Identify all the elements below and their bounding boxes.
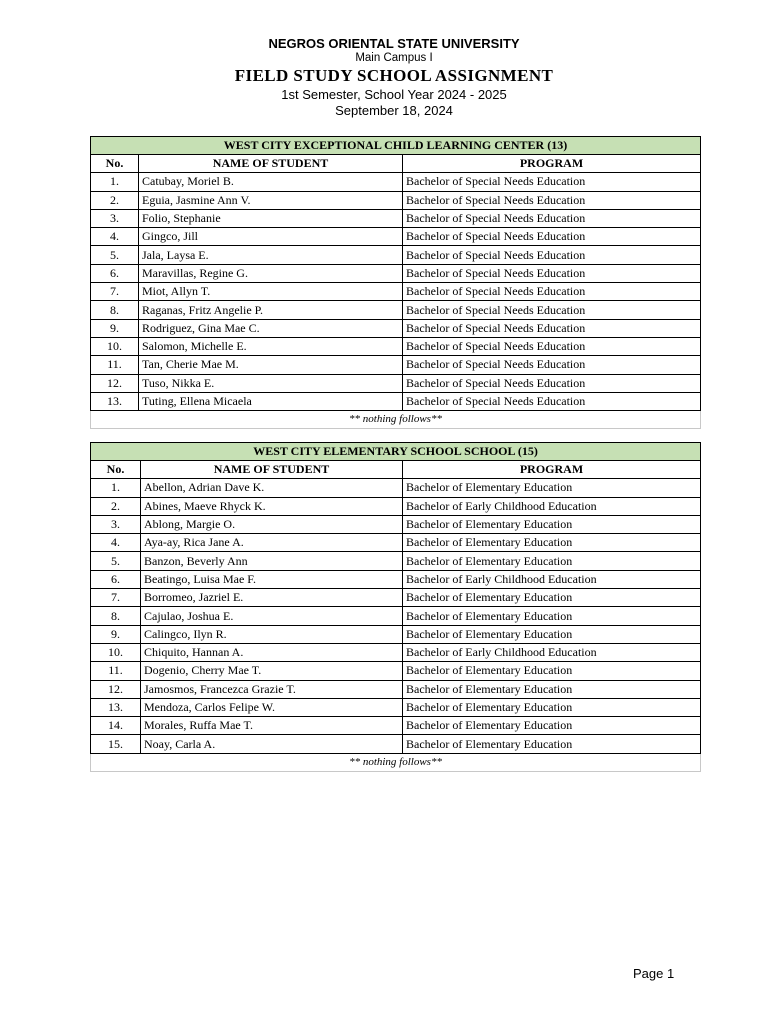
student-number: 1. [91, 479, 141, 497]
column-header-program: PROGRAM [403, 155, 701, 173]
student-number: 1. [91, 173, 139, 191]
table-row [91, 570, 701, 588]
student-name: Morales, Ruffa Mae T. [141, 717, 403, 735]
table-row [91, 589, 701, 607]
student-name: Abellon, Adrian Dave K. [141, 479, 403, 497]
table-row [91, 173, 701, 191]
student-name: Tuso, Nikka E. [139, 374, 403, 392]
student-number: 10. [91, 337, 139, 355]
student-number: 4. [91, 534, 141, 552]
student-program: Bachelor of Elementary Education [403, 589, 701, 607]
table-row [91, 356, 701, 374]
student-program: Bachelor of Special Needs Education [403, 374, 701, 392]
column-header-no: No. [91, 155, 139, 173]
student-program: Bachelor of Special Needs Education [403, 173, 701, 191]
student-number: 13. [91, 698, 141, 716]
table-row [91, 643, 701, 661]
document-date: September 18, 2024 [335, 103, 453, 118]
student-number: 2. [91, 497, 141, 515]
student-name: Maravillas, Regine G. [139, 264, 403, 282]
table-row [91, 607, 701, 625]
student-name: Borromeo, Jazriel E. [141, 589, 403, 607]
university-name: NEGROS ORIENTAL STATE UNIVERSITY [268, 36, 520, 51]
student-number: 14. [91, 717, 141, 735]
student-program: Bachelor of Special Needs Education [403, 301, 701, 319]
student-program: Bachelor of Special Needs Education [403, 246, 701, 264]
student-program: Bachelor of Special Needs Education [403, 356, 701, 374]
semester-line: 1st Semester, School Year 2024 - 2025 [281, 87, 507, 102]
student-number: 13. [91, 392, 139, 410]
student-name: Folio, Stephanie [139, 209, 403, 227]
table-row [91, 209, 701, 227]
student-program: Bachelor of Special Needs Education [403, 191, 701, 209]
column-header-no: No. [91, 461, 141, 479]
assignment-table-2 [90, 442, 701, 772]
table-row [91, 497, 701, 515]
student-number: 10. [91, 643, 141, 661]
student-name: Raganas, Fritz Angelie P. [139, 301, 403, 319]
student-name: Noay, Carla A. [141, 735, 403, 753]
student-program: Bachelor of Special Needs Education [403, 264, 701, 282]
student-number: 3. [91, 209, 139, 227]
student-program: Bachelor of Special Needs Education [403, 319, 701, 337]
student-number: 12. [91, 680, 141, 698]
student-name: Catubay, Moriel B. [139, 173, 403, 191]
student-name: Gingco, Jill [139, 228, 403, 246]
student-name: Abines, Maeve Rhyck K. [141, 497, 403, 515]
student-name: Chiquito, Hannan A. [141, 643, 403, 661]
table-row [91, 479, 701, 497]
student-program: Bachelor of Early Childhood Education [403, 497, 701, 515]
student-number: 9. [91, 625, 141, 643]
nothing-follows-note: ** nothing follows** [91, 753, 701, 771]
student-number: 11. [91, 662, 141, 680]
student-program: Bachelor of Special Needs Education [403, 209, 701, 227]
student-number: 2. [91, 191, 139, 209]
student-number: 3. [91, 515, 141, 533]
student-number: 7. [91, 283, 139, 301]
school-header: WEST CITY EXCEPTIONAL CHILD LEARNING CENTER (13) [91, 137, 701, 155]
student-program: Bachelor of Special Needs Education [403, 337, 701, 355]
table-row [91, 515, 701, 533]
student-program: Bachelor of Elementary Education [403, 534, 701, 552]
student-name: Jala, Laysa E. [139, 246, 403, 264]
school-header: WEST CITY ELEMENTARY SCHOOL SCHOOL (15) [91, 443, 701, 461]
table-row [91, 680, 701, 698]
table-row [91, 301, 701, 319]
student-program: Bachelor of Elementary Education [403, 625, 701, 643]
student-number: 11. [91, 356, 139, 374]
table-row [91, 246, 701, 264]
student-name: Tan, Cherie Mae M. [139, 356, 403, 374]
student-number: 6. [91, 570, 141, 588]
table-row [91, 534, 701, 552]
student-program: Bachelor of Elementary Education [403, 607, 701, 625]
table-row [91, 283, 701, 301]
column-header-name: NAME OF STUDENT [139, 155, 403, 173]
table-row [91, 392, 701, 410]
student-name: Salomon, Michelle E. [139, 337, 403, 355]
student-number: 7. [91, 589, 141, 607]
table-row [91, 374, 701, 392]
student-program: Bachelor of Early Childhood Education [403, 643, 701, 661]
table-row [91, 319, 701, 337]
student-name: Jamosmos, Francezca Grazie T. [141, 680, 403, 698]
student-name: Dogenio, Cherry Mae T. [141, 662, 403, 680]
student-name: Tuting, Ellena Micaela [139, 392, 403, 410]
student-program: Bachelor of Elementary Education [403, 662, 701, 680]
document-title: FIELD STUDY SCHOOL ASSIGNMENT [234, 66, 554, 85]
student-name: Aya-ay, Rica Jane A. [141, 534, 403, 552]
table-row [91, 552, 701, 570]
student-program: Bachelor of Elementary Education [403, 698, 701, 716]
student-number: 6. [91, 264, 139, 282]
table-row [91, 264, 701, 282]
student-number: 8. [91, 607, 141, 625]
student-name: Calingco, Ilyn R. [141, 625, 403, 643]
document-header [0, 36, 768, 119]
page-number: Page 1 [633, 966, 675, 981]
student-number: 8. [91, 301, 139, 319]
table-row [91, 191, 701, 209]
assignment-table-1 [90, 136, 701, 429]
student-program: Bachelor of Early Childhood Education [403, 570, 701, 588]
nothing-follows-note: ** nothing follows** [91, 411, 701, 429]
student-number: 5. [91, 552, 141, 570]
table-row [91, 662, 701, 680]
student-name: Banzon, Beverly Ann [141, 552, 403, 570]
column-header-program: PROGRAM [403, 461, 701, 479]
student-number: 12. [91, 374, 139, 392]
student-program: Bachelor of Elementary Education [403, 479, 701, 497]
student-name: Beatingo, Luisa Mae F. [141, 570, 403, 588]
student-program: Bachelor of Elementary Education [403, 717, 701, 735]
student-program: Bachelor of Elementary Education [403, 735, 701, 753]
student-name: Miot, Allyn T. [139, 283, 403, 301]
column-header-name: NAME OF STUDENT [141, 461, 403, 479]
student-name: Rodriguez, Gina Mae C. [139, 319, 403, 337]
student-program: Bachelor of Special Needs Education [403, 228, 701, 246]
table-row [91, 337, 701, 355]
table-row [91, 735, 701, 753]
student-program: Bachelor of Elementary Education [403, 515, 701, 533]
table-row [91, 625, 701, 643]
table-row [91, 228, 701, 246]
table-row [91, 717, 701, 735]
student-name: Mendoza, Carlos Felipe W. [141, 698, 403, 716]
student-number: 4. [91, 228, 139, 246]
student-name: Eguia, Jasmine Ann V. [139, 191, 403, 209]
student-program: Bachelor of Special Needs Education [403, 283, 701, 301]
student-number: 15. [91, 735, 141, 753]
student-number: 9. [91, 319, 139, 337]
table-row [91, 698, 701, 716]
student-name: Cajulao, Joshua E. [141, 607, 403, 625]
student-program: Bachelor of Special Needs Education [403, 392, 701, 410]
student-program: Bachelor of Elementary Education [403, 552, 701, 570]
student-program: Bachelor of Elementary Education [403, 680, 701, 698]
student-name: Ablong, Margie O. [141, 515, 403, 533]
student-number: 5. [91, 246, 139, 264]
campus-name: Main Campus I [355, 52, 433, 64]
